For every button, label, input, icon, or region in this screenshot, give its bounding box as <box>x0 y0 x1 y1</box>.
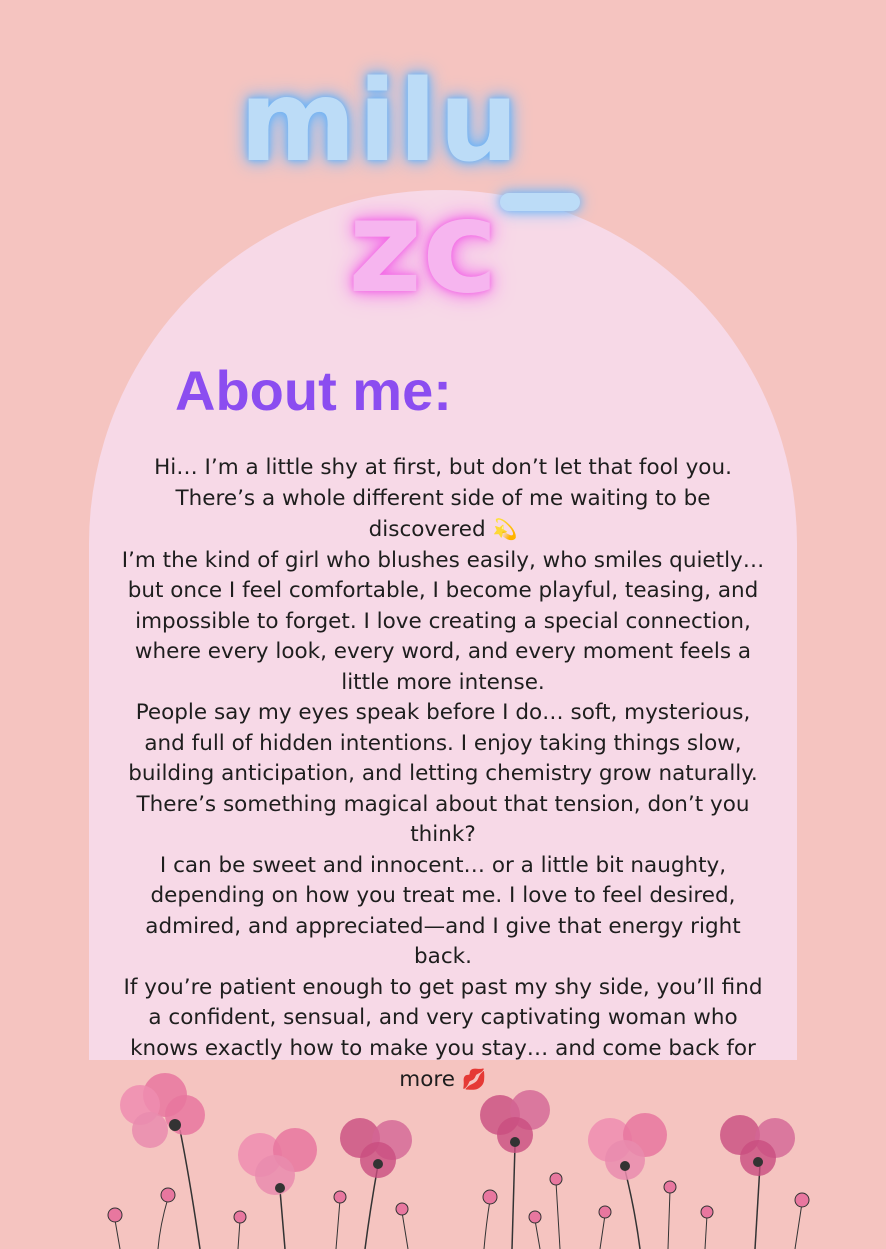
page-title: About me: <box>175 359 452 422</box>
flower-icon <box>238 1128 317 1249</box>
dizzy-icon: 💫 <box>492 517 518 541</box>
paragraph: Hi… I’m a little shy at first, but don’t let that fool you. There’s a whole different side of me waiting to be discovered 💫 <box>154 455 732 542</box>
paragraph: I’m the kind of girl who blushes easily, who smiles quietly… but once I feel comfortable, I become playful, teasing, and impossible to forget. I love creating a special connection, where every look, every word, and every moment feels a little more intense. <box>121 547 765 695</box>
flower-icon <box>340 1118 412 1249</box>
paragraph: People say my eyes speak before I do… soft, mysterious, and full of hidden intentions. I enjoy taking things slow, building anticipation, and letting chemistry grow naturally. There’s something magical about that tension, don’t you think? <box>128 700 758 847</box>
paragraph: If you’re patient enough to get past my shy side, you’ll find a confident, sensual, and very captivating woman who knows exactly how to make you stay… and come back for more 💋 <box>123 974 763 1092</box>
flower-icon <box>120 1073 205 1249</box>
flower-icon <box>480 1090 550 1249</box>
kiss-icon: 💋 <box>461 1067 487 1091</box>
flower-icon <box>720 1115 795 1249</box>
logo-milu: milu <box>239 57 521 187</box>
flower-icon <box>588 1113 667 1249</box>
logo-zc: zc <box>347 173 499 322</box>
about-text <box>115 453 771 1096</box>
paragraph: I can be sweet and innocent… or a little bit naughty, depending on how you treat me. I love to feel desired, admired, and appreciated—and I give that energy right back. <box>145 852 741 969</box>
bud-icon <box>108 1173 809 1249</box>
flowers-decoration <box>0 1060 886 1249</box>
